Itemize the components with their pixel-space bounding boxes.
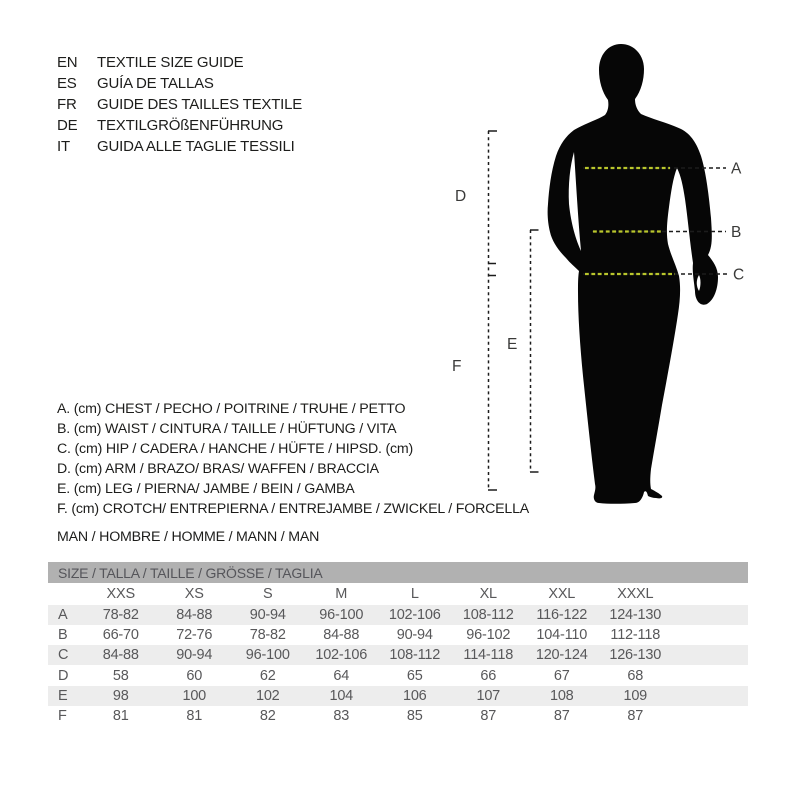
cell-value: 84-88 — [102, 647, 139, 664]
figure-label-d: D — [455, 188, 467, 205]
lang-code: ES — [57, 75, 77, 92]
cell-value: 107 — [476, 687, 501, 704]
col-header-m: M — [335, 585, 348, 602]
cell-value: 126-130 — [609, 647, 662, 664]
col-header-l: L — [410, 585, 419, 602]
cell-value: 96-100 — [319, 606, 364, 623]
cell-value: 68 — [627, 667, 644, 684]
cell-value: 102-106 — [315, 647, 368, 664]
col-header-xxxl: XXXL — [617, 585, 654, 602]
cell-value: 78-82 — [102, 606, 139, 623]
figure-label-b: B — [731, 224, 742, 241]
cell-value: 67 — [553, 667, 570, 684]
cell-value: 82 — [259, 708, 276, 725]
figure-label-a: A — [731, 160, 742, 178]
legend-item-chest: A. (cm) CHEST / PECHO / POITRINE / TRUHE / PETTO — [57, 401, 406, 417]
title-row-en — [57, 52, 302, 73]
col-header-s: S — [263, 585, 273, 602]
cell-value: 106 — [402, 687, 427, 704]
cell-value: 109 — [623, 687, 648, 704]
cell-value: 102-106 — [388, 606, 441, 623]
legend-item-leg: E. (cm) LEG / PIERNA/ JAMBE / BEIN / GAMBA — [57, 481, 355, 497]
cell-value: 58 — [112, 667, 129, 684]
legend-item-waist: B. (cm) WAIST / CINTURA / TAILLE / HÜFTUNG / VITA — [57, 421, 397, 437]
cell-value: 87 — [627, 708, 644, 725]
cell-value: 85 — [406, 708, 423, 725]
language-title-list — [57, 52, 302, 157]
cell-value: 62 — [259, 667, 276, 684]
table-row-b — [48, 625, 748, 645]
cell-value: 81 — [186, 708, 203, 725]
figure-label-c: C — [733, 266, 745, 284]
cell-value: 60 — [186, 667, 203, 684]
size-table — [48, 562, 748, 726]
cell-value: 83 — [333, 708, 350, 725]
lang-code: IT — [57, 138, 70, 155]
figure-label-e: E — [507, 336, 518, 353]
title-text: GUÍA DE TALLAS — [97, 75, 214, 92]
cell-value: 108-112 — [389, 647, 441, 664]
title-text: GUIDA ALLE TAGLIE TESSILI — [97, 138, 295, 155]
lang-code: EN — [57, 54, 78, 71]
cell-value: 87 — [480, 708, 497, 725]
title-text: GUIDE DES TAILLES TEXTILE — [97, 96, 303, 113]
size-table-title: SIZE / TALLA / TAILLE / GRÖSSE / TAGLIA — [48, 562, 748, 583]
cell-value: 100 — [182, 687, 207, 704]
row-label: B — [58, 626, 68, 643]
cell-value: 120-124 — [535, 647, 588, 664]
cell-value: 108 — [549, 687, 574, 704]
cell-value: 96-100 — [245, 647, 290, 664]
cell-value: 65 — [406, 667, 423, 684]
legend-item-arm: D. (cm) ARM / BRAZO/ BRAS/ WAFFEN / BRACCIA — [57, 461, 379, 477]
cell-value: 102 — [255, 687, 280, 704]
measurement-legend — [57, 399, 529, 519]
size-table-column-headers — [48, 583, 748, 605]
cell-value: 116-122 — [536, 606, 588, 623]
cell-value: 96-102 — [466, 626, 511, 643]
lang-code: FR — [57, 96, 77, 113]
title-row-fr — [57, 94, 302, 115]
cell-value: 72-76 — [176, 626, 213, 643]
cell-value: 78-82 — [249, 626, 286, 643]
table-row-c — [48, 645, 748, 665]
cell-value: 66-70 — [102, 626, 139, 643]
table-row-e — [48, 686, 748, 706]
row-label: F — [58, 708, 67, 725]
col-header-xl: XL — [479, 585, 497, 602]
cell-value: 90-94 — [396, 626, 433, 643]
col-header-xs: XS — [184, 585, 204, 602]
title-text: TEXTILE SIZE GUIDE — [97, 54, 244, 71]
cell-value: 108-112 — [462, 606, 514, 623]
legend-item-crotch: F. (cm) CROTCH/ ENTREPIERNA / ENTREJAMBE / ZWICKEL / FORCELLA — [57, 501, 530, 517]
cell-value: 98 — [112, 687, 129, 704]
title-row-it — [57, 136, 302, 157]
cell-value: 104 — [329, 687, 354, 704]
cell-value: 112-118 — [610, 626, 661, 643]
cell-value: 90-94 — [176, 647, 213, 664]
cell-value: 124-130 — [609, 606, 662, 623]
title-row-de — [57, 115, 302, 136]
row-label: A — [58, 606, 68, 623]
legend-item-hip: C. (cm) HIP / CADERA / HANCHE / HÜFTE / HIPSD. (cm) — [57, 441, 414, 457]
row-label: E — [58, 687, 68, 704]
cell-value: 66 — [480, 667, 497, 684]
table-row-d — [48, 665, 748, 685]
cell-value: 114-118 — [463, 647, 514, 664]
title-text: TEXTILGRÖßENFÜHRUNG — [97, 117, 284, 134]
table-row-f — [48, 706, 748, 726]
lang-code: DE — [57, 117, 78, 134]
cell-value: 87 — [553, 708, 570, 725]
row-label: D — [58, 667, 69, 684]
cell-value: 90-94 — [249, 606, 286, 623]
title-row-es — [57, 73, 302, 94]
cell-value: 84-88 — [323, 626, 360, 643]
cell-value: 104-110 — [536, 626, 588, 643]
figure-label-f: F — [452, 358, 462, 375]
subject-line: MAN / HOMBRE / HOMME / MANN / MAN — [57, 529, 320, 545]
col-header-xxl: XXL — [548, 585, 576, 602]
table-row-a — [48, 605, 748, 625]
row-label: C — [58, 647, 69, 664]
cell-value: 84-88 — [176, 606, 213, 623]
cell-value: 64 — [333, 667, 350, 684]
col-header-xxs: XXS — [106, 585, 135, 602]
cell-value: 81 — [112, 708, 129, 725]
